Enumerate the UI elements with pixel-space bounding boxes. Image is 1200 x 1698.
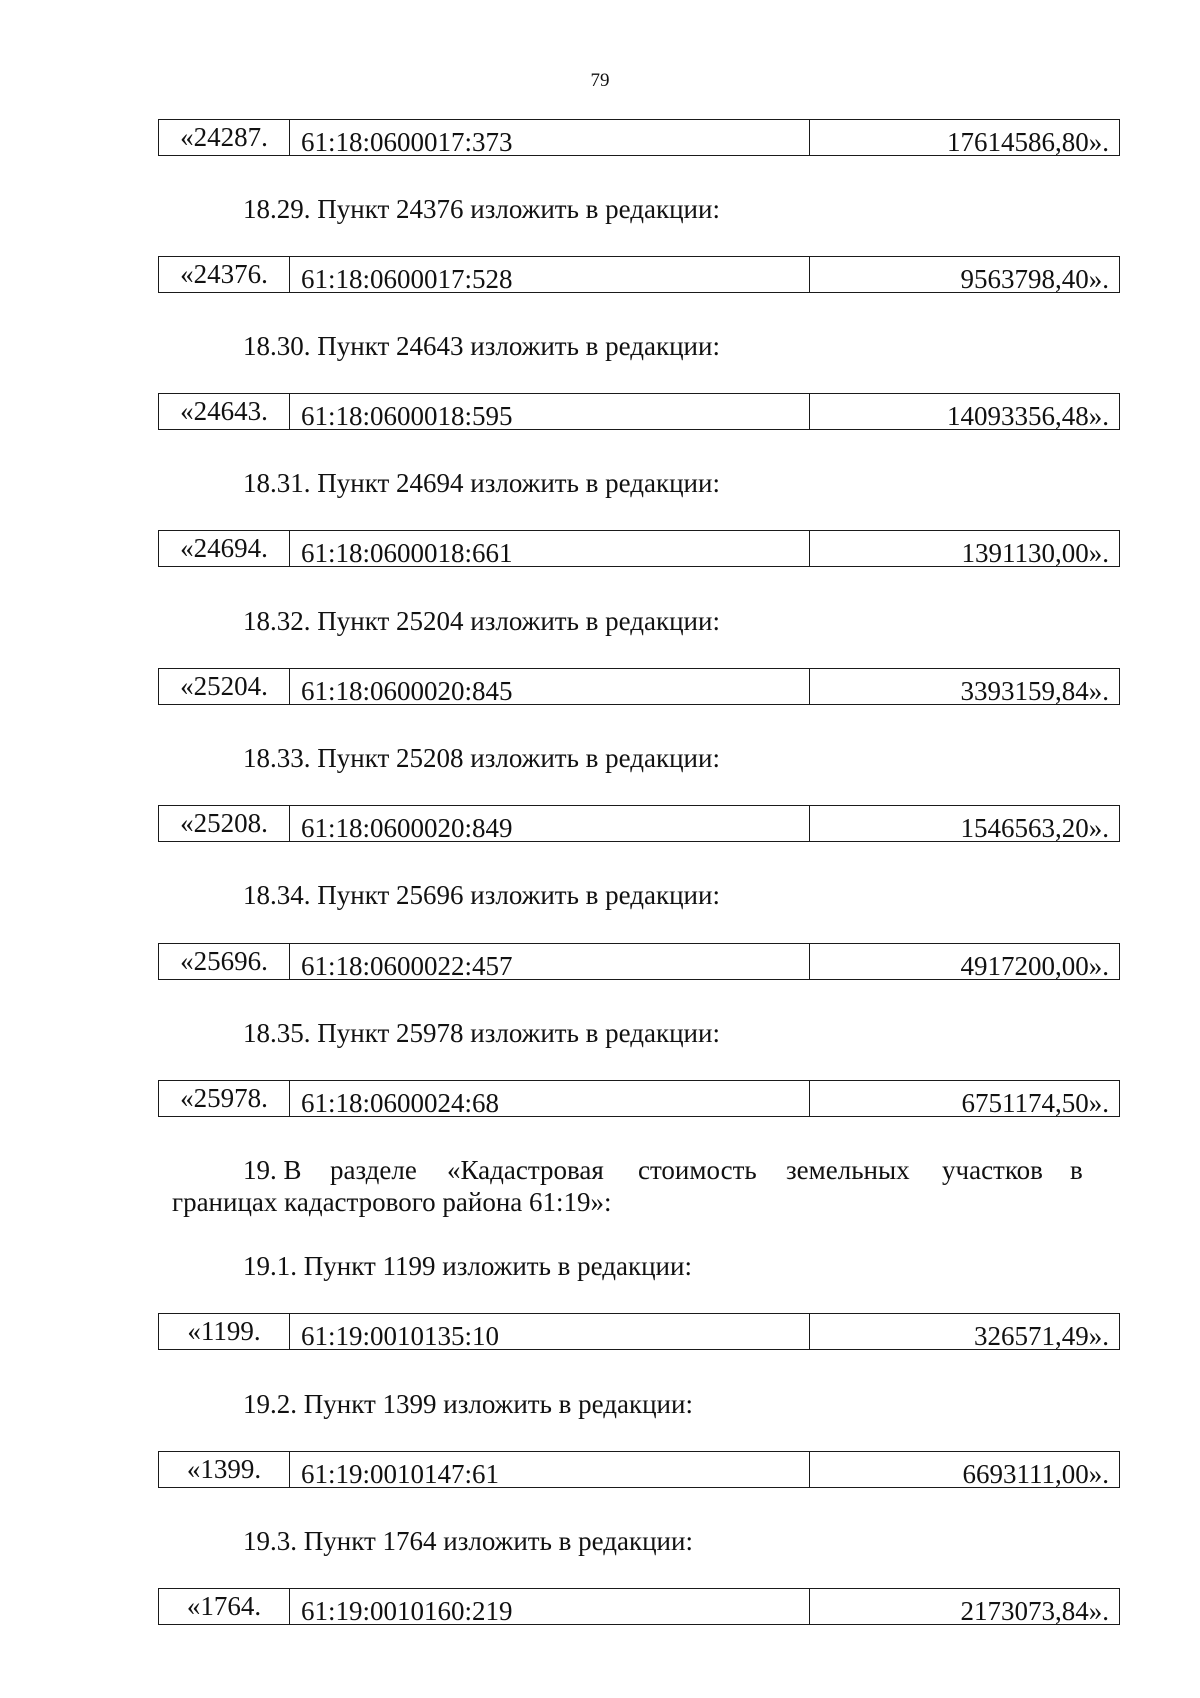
cadastral-value: 14093356,48». — [809, 394, 1119, 429]
cadastral-number: 61:18:0600018:661 — [289, 531, 809, 566]
item-number: «24694. — [180, 533, 268, 563]
cadastral-number: 61:18:0600024:68 — [289, 1081, 809, 1116]
item-number: «1199. — [187, 1316, 261, 1346]
item-number: «25696. — [180, 946, 268, 976]
cadastral-value: 6751174,50». — [809, 1081, 1119, 1116]
section-word: разделе — [330, 1155, 417, 1185]
instruction-line: 18.32. Пункт 25204 изложить в редакции: — [243, 606, 720, 636]
section-word: участков — [942, 1155, 1043, 1185]
table-row — [158, 530, 1120, 567]
table-row — [158, 1588, 1120, 1625]
instruction-line: 19.1. Пункт 1199 изложить в редакции: — [243, 1251, 692, 1281]
page-number: 79 — [590, 70, 610, 91]
table-row — [158, 668, 1120, 705]
table-row — [158, 805, 1120, 842]
cadastral-value: 6693111,00». — [809, 1452, 1119, 1487]
item-number: «24376. — [180, 259, 268, 289]
instruction-line: 19.2. Пункт 1399 изложить в редакции: — [243, 1389, 693, 1419]
table-row — [158, 943, 1120, 980]
cadastral-number: 61:18:0600018:595 — [289, 394, 809, 429]
instruction-line: 18.34. Пункт 25696 изложить в редакции: — [243, 880, 720, 910]
item-number: «1764. — [186, 1591, 262, 1621]
section-heading — [172, 1154, 1088, 1218]
item-number: «25978. — [180, 1083, 268, 1113]
cadastral-value: 17614586,80». — [809, 120, 1119, 155]
cadastral-value: 1391130,00». — [809, 531, 1119, 566]
section-word: «Кадастровая — [447, 1155, 604, 1185]
item-number: «1399. — [186, 1454, 262, 1484]
cadastral-value: 2173073,84». — [809, 1589, 1119, 1624]
cadastral-value: 1546563,20». — [809, 806, 1119, 841]
table-row — [158, 119, 1120, 156]
section-word: в — [1070, 1155, 1083, 1185]
instruction-line: 18.29. Пункт 24376 изложить в редакции: — [243, 194, 720, 224]
cadastral-value: 9563798,40». — [809, 257, 1119, 292]
table-row — [158, 1451, 1120, 1488]
table-row — [158, 1313, 1120, 1350]
cadastral-number: 61:19:0010135:10 — [289, 1314, 809, 1349]
cadastral-value: 3393159,84». — [809, 669, 1119, 704]
item-number: «24643. — [180, 396, 268, 426]
table-row — [158, 393, 1120, 430]
section-word: 19. В — [243, 1155, 302, 1185]
item-number: «24287. — [180, 122, 268, 152]
instruction-line: 18.35. Пункт 25978 изложить в редакции: — [243, 1018, 720, 1048]
cadastral-number: 61:19:0010147:61 — [289, 1452, 809, 1487]
section-heading-line2: границах кадастрового района 61:19»: — [172, 1187, 612, 1217]
cadastral-number: 61:18:0600017:373 — [289, 120, 809, 155]
section-heading-line1 — [172, 1154, 1088, 1186]
item-number: «25208. — [180, 808, 268, 838]
instruction-line: 18.30. Пункт 24643 изложить в редакции: — [243, 331, 720, 361]
instruction-line: 19.3. Пункт 1764 изложить в редакции: — [243, 1526, 693, 1556]
table-row — [158, 256, 1120, 293]
instruction-line: 18.31. Пункт 24694 изложить в редакции: — [243, 468, 720, 498]
section-word: земельных — [786, 1155, 910, 1185]
cadastral-value: 4917200,00». — [809, 944, 1119, 979]
cadastral-number: 61:19:0010160:219 — [289, 1589, 809, 1624]
cadastral-number: 61:18:0600017:528 — [289, 257, 809, 292]
instruction-line: 18.33. Пункт 25208 изложить в редакции: — [243, 743, 720, 773]
item-number: «25204. — [180, 671, 268, 701]
section-word: стоимость — [638, 1155, 757, 1185]
cadastral-number: 61:18:0600020:845 — [289, 669, 809, 704]
cadastral-number: 61:18:0600022:457 — [289, 944, 809, 979]
cadastral-value: 326571,49». — [809, 1314, 1119, 1349]
cadastral-number: 61:18:0600020:849 — [289, 806, 809, 841]
table-row — [158, 1080, 1120, 1117]
